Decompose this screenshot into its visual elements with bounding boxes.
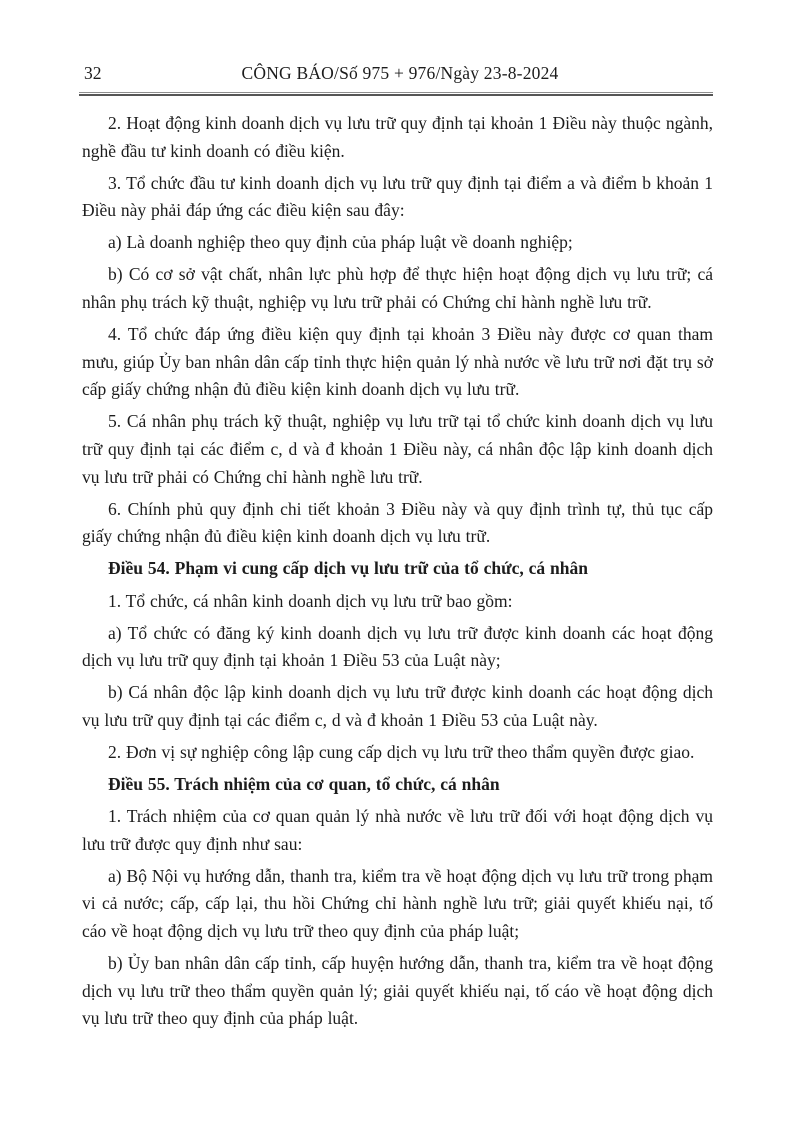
clause-paragraph: a) Là doanh nghiệp theo quy định của pháp luật về doanh nghiệp; (108, 232, 573, 253)
page-number: 32 (84, 63, 102, 83)
clause-paragraph: 3. Tổ chức đầu tư kinh doanh dịch vụ lưu trữ quy định tại điểm a và điểm b khoản 1 Điều này phải đáp ứng các điều kiện sau đây: (82, 172, 713, 221)
document-body (0, 96, 800, 1033)
clause-paragraph: 2. Đơn vị sự nghiệp công lập cung cấp dịch vụ lưu trữ theo thẩm quyền được giao. (108, 741, 695, 762)
clause-paragraph: b) Ủy ban nhân dân cấp tỉnh, cấp huyện hướng dẫn, thanh tra, kiểm tra về hoạt động dịch vụ lưu trữ theo thẩm quyền quản lý; giải quyết khiếu nại, tố cáo về hoạt động dịch vụ lưu trữ theo quy định của pháp luật. (82, 953, 713, 1029)
article-heading-dieu-54: Điều 54. Phạm vi cung cấp dịch vụ lưu trữ của tổ chức, cá nhân (108, 558, 588, 579)
clause-paragraph: b) Cá nhân độc lập kinh doanh dịch vụ lưu trữ được kinh doanh các hoạt động dịch vụ lưu trữ quy định tại các điểm c, d và đ khoản 1 Điều 53 của Luật này. (82, 682, 713, 730)
clause-paragraph: a) Bộ Nội vụ hướng dẫn, thanh tra, kiểm tra về hoạt động dịch vụ lưu trữ trong phạm vi cả nước; cấp, cấp lại, thu hồi Chứng chỉ hành nghề lưu trữ; giải quyết khiếu nại, tố cáo về hoạt động dịch vụ lưu trữ theo quy định của pháp luật; (82, 865, 713, 942)
clause-paragraph: 4. Tổ chức đáp ứng điều kiện quy định tại khoản 3 Điều này được cơ quan tham mưu, giúp Ủy ban nhân dân cấp tỉnh thực hiện quản lý nhà nước về lưu trữ nơi đặt trụ sở cấp giấy chứng nhận đủ điều kiện kinh doanh dịch vụ lưu trữ. (82, 324, 713, 400)
clause-paragraph: 1. Trách nhiệm của cơ quan quản lý nhà nước về lưu trữ đối với hoạt động dịch vụ lưu trữ được quy định như sau: (82, 806, 713, 854)
clause-paragraph: 5. Cá nhân phụ trách kỹ thuật, nghiệp vụ lưu trữ tại tổ chức kinh doanh dịch vụ lưu trữ quy định tại các điểm c, d và đ khoản 1 Điều này, cá nhân độc lập kinh doanh dịch vụ lưu trữ phải có Chứng chỉ hành nghề lưu trữ. (82, 411, 713, 487)
clause-paragraph: 1. Tổ chức, cá nhân kinh doanh dịch vụ lưu trữ bao gồm: (108, 590, 513, 611)
clause-paragraph: 6. Chính phủ quy định chi tiết khoản 3 Điều này và quy định trình tự, thủ tục cấp giấy chứng nhận đủ điều kiện kinh doanh dịch vụ lưu trữ. (82, 498, 713, 547)
page-header (0, 0, 800, 96)
header-rule (79, 92, 713, 96)
clause-paragraph: b) Có cơ sở vật chất, nhân lực phù hợp để thực hiện hoạt động dịch vụ lưu trữ; cá nhân phụ trách kỹ thuật, nghiệp vụ lưu trữ phải có Chứng chỉ hành nghề lưu trữ. (82, 264, 713, 313)
clause-paragraph: a) Tổ chức có đăng ký kinh doanh dịch vụ lưu trữ được kinh doanh các hoạt động dịch vụ lưu trữ quy định tại khoản 1 Điều 53 của Luật này; (82, 622, 713, 671)
article-heading-dieu-55: Điều 55. Trách nhiệm của cơ quan, tổ chức, cá nhân (108, 774, 500, 795)
clause-paragraph: 2. Hoạt động kinh doanh dịch vụ lưu trữ quy định tại khoản 1 Điều này thuộc ngành, nghề đầu tư kinh doanh có điều kiện. (82, 113, 713, 161)
gazette-header-title: CÔNG BÁO/Số 975 + 976/Ngày 23-8-2024 (241, 63, 559, 83)
